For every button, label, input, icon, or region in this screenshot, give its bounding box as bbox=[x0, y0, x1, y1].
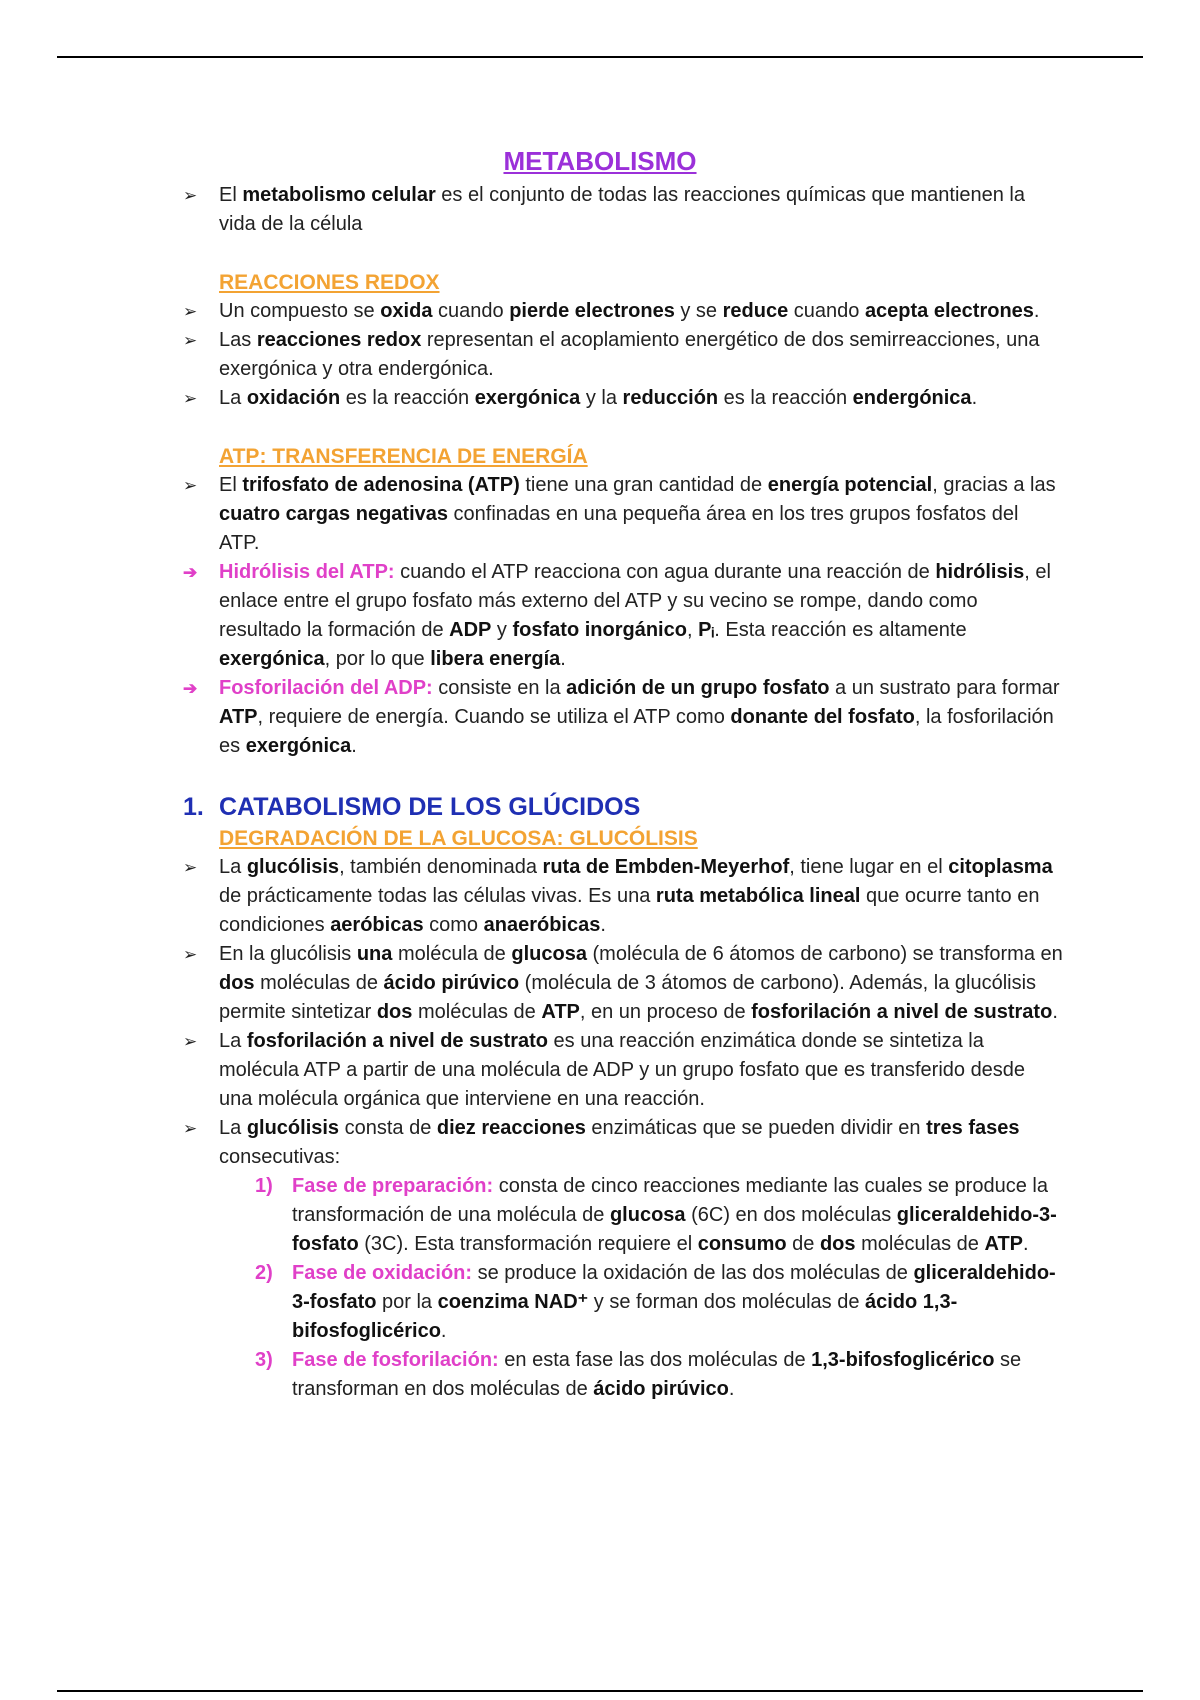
text-run: cuando bbox=[432, 300, 510, 322]
bold-text: fosforilación a nivel de sustrato bbox=[246, 1030, 548, 1052]
bullet-arrowhead-icon: ➢ bbox=[183, 476, 198, 495]
bold-text: 1,3-bifosfoglicérico bbox=[811, 1349, 995, 1371]
text-run: La bbox=[219, 1117, 247, 1139]
text-run: Un compuesto se bbox=[219, 300, 381, 322]
atp-heading: ATP: TRANSFERENCIA DE ENERGÍA bbox=[219, 445, 588, 468]
text-run: (6C) en dos moléculas bbox=[685, 1204, 897, 1226]
bullet-arrowhead-icon: ➢ bbox=[183, 1032, 198, 1051]
redox-heading: REACCIONES REDOX bbox=[219, 271, 440, 294]
text-run: La bbox=[219, 1030, 247, 1052]
phase-item bbox=[183, 1172, 1063, 1259]
atp-bullet-text bbox=[219, 474, 1056, 554]
intro-bullet bbox=[183, 181, 1063, 239]
bottom-rule bbox=[57, 1690, 1143, 1692]
text-run: , bbox=[686, 619, 699, 641]
bold-text: ADP bbox=[449, 619, 492, 641]
text-run: y la bbox=[580, 387, 623, 409]
text-run: , por lo que bbox=[324, 648, 431, 670]
bullet-arrowhead-icon: ➢ bbox=[183, 945, 198, 964]
phase-number: 2) bbox=[255, 1262, 273, 1284]
bold-text: consumo bbox=[697, 1233, 787, 1255]
text-run: es la reacción bbox=[340, 387, 475, 409]
glucolisis-bullet bbox=[183, 940, 1063, 1027]
text-run: como bbox=[423, 914, 484, 936]
bold-text: acepta electrones bbox=[864, 300, 1034, 322]
text-run: La bbox=[219, 856, 247, 878]
text-run: , en un proceso de bbox=[579, 1001, 752, 1023]
bold-text: pierde electrones bbox=[509, 300, 675, 322]
text-run: y se bbox=[674, 300, 723, 322]
text-run: moléculas de bbox=[412, 1001, 542, 1023]
text-run: consta de bbox=[339, 1117, 437, 1139]
text-run: a un sustrato para formar bbox=[829, 677, 1060, 699]
text-run: (molécula de 6 átomos de carbono) se transforma en bbox=[586, 943, 1063, 965]
bold-text: reducción bbox=[622, 387, 719, 409]
text-run: que ocurre tanto en condiciones bbox=[219, 885, 1040, 936]
text-run: , tiene lugar en el bbox=[789, 856, 949, 878]
phase-number: 1) bbox=[255, 1175, 273, 1197]
glucolisis-bullet bbox=[183, 853, 1063, 940]
bullet-arrowhead-icon: ➢ bbox=[183, 389, 198, 408]
bold-text: libera energía bbox=[430, 648, 561, 670]
text-run: . bbox=[971, 387, 978, 409]
text-run: de prácticamente todas las células vivas. Es una bbox=[219, 885, 656, 907]
text-run: , la fosforilación es bbox=[219, 706, 1054, 757]
bold-text: gliceraldehido-3-fosfato bbox=[292, 1204, 1057, 1255]
bold-text: glucosa bbox=[511, 943, 587, 965]
section-number: 1. bbox=[183, 793, 204, 821]
bold-text: oxida bbox=[380, 300, 433, 322]
arrow-right-icon: ➔ bbox=[183, 679, 198, 698]
bold-text: gliceraldehido-3-fosfato bbox=[292, 1262, 1056, 1313]
text-run: En la glucólisis bbox=[219, 943, 357, 965]
text-run: , el enlace entre el grupo fosfato más externo del ATP y su vecino se rompe, dando como resultado la formación de bbox=[219, 561, 1051, 641]
bold-text: cuatro cargas negativas bbox=[219, 503, 448, 525]
text-run: tiene una gran cantidad de bbox=[519, 474, 768, 496]
bold-text: hidrólisis bbox=[935, 561, 1025, 583]
text-run: molécula de bbox=[392, 943, 512, 965]
hidrolisis-text bbox=[219, 561, 1051, 670]
redox-bullet bbox=[183, 384, 1063, 413]
bold-text: citoplasma bbox=[948, 856, 1053, 878]
bold-text: reduce bbox=[722, 300, 789, 322]
phase-text bbox=[292, 1262, 1056, 1342]
bold-text: anaeróbicas bbox=[483, 914, 601, 936]
text-run: . bbox=[440, 1320, 447, 1342]
glucolisis-bullet-text bbox=[219, 943, 1063, 1023]
redox-bullet-text bbox=[219, 387, 977, 409]
text-run: . bbox=[560, 648, 566, 670]
bold-text: oxidación bbox=[246, 387, 341, 409]
text-run: y se forman dos moléculas de bbox=[588, 1291, 865, 1313]
bullet-arrowhead-icon: ➢ bbox=[183, 858, 198, 877]
text-run: cuando bbox=[788, 300, 865, 322]
glucolisis-bullet-text bbox=[219, 856, 1053, 936]
text-run: moléculas de bbox=[254, 972, 384, 994]
glucolisis-bullet bbox=[183, 1027, 1063, 1114]
bold-text: dos bbox=[376, 1001, 413, 1023]
phase-item bbox=[183, 1259, 1063, 1346]
text-run: (3C). Esta transformación requiere el bbox=[358, 1233, 698, 1255]
bold-text: ácido pirúvico bbox=[593, 1378, 729, 1400]
bold-text: dos bbox=[819, 1233, 856, 1255]
text-run: moléculas de bbox=[855, 1233, 985, 1255]
atp-bullet bbox=[183, 471, 1063, 558]
glucolisis-bullet-text bbox=[219, 1117, 1020, 1168]
text-run: . Esta reacción es altamente bbox=[714, 619, 967, 641]
bullet-arrowhead-icon: ➢ bbox=[183, 186, 198, 205]
bold-text: coenzima NAD⁺ bbox=[437, 1291, 589, 1313]
bold-text: ruta de Embden-Meyerhof bbox=[542, 856, 790, 878]
term-label: Fase de oxidación: bbox=[292, 1262, 473, 1284]
bold-text: glucosa bbox=[609, 1204, 686, 1226]
glucolisis-bullet bbox=[183, 1114, 1063, 1172]
bold-text: exergónica bbox=[219, 648, 325, 670]
bold-text: donante del fosfato bbox=[730, 706, 915, 728]
glucolisis-heading: DEGRADACIÓN DE LA GLUCOSA: GLUCÓLISIS bbox=[219, 827, 698, 850]
text-run: es una reacción enzimática donde se sintetiza la molécula ATP a partir de una molécula de ADP y un grupo fosfato que es transferido desde una molécula orgánica que interviene en una reacción. bbox=[219, 1030, 1026, 1110]
phase-item bbox=[183, 1346, 1063, 1404]
top-rule bbox=[57, 56, 1143, 58]
fosforilacion-text bbox=[219, 677, 1060, 757]
bold-text: tres fases bbox=[926, 1117, 1020, 1139]
term-label: Fase de fosforilación: bbox=[292, 1349, 499, 1371]
bold-text: aeróbicas bbox=[330, 914, 424, 936]
bold-text: dos bbox=[219, 972, 255, 994]
text-run: . bbox=[600, 914, 606, 936]
term-label: Hidrólisis del ATP: bbox=[219, 561, 395, 583]
bold-text: glucólisis bbox=[246, 1117, 340, 1139]
bold-text: adición de un grupo fosfato bbox=[566, 677, 830, 699]
bold-text: glucólisis bbox=[246, 856, 340, 878]
bold-text: fosforilación a nivel de sustrato bbox=[751, 1001, 1053, 1023]
text-run: representan el acoplamiento energético de dos semirreacciones, una exergónica y otra endergónica. bbox=[219, 329, 1040, 380]
phase-text bbox=[292, 1175, 1057, 1255]
term-label: Fosforilación del ADP: bbox=[219, 677, 433, 699]
bold-text: energía potencial bbox=[767, 474, 933, 496]
text-run: se produce la oxidación de las dos moléculas de bbox=[472, 1262, 914, 1284]
text-run: , gracias a las bbox=[932, 474, 1056, 496]
text-run: La bbox=[219, 387, 247, 409]
text-run: confinadas en una pequeña área en los tres grupos fosfatos del ATP. bbox=[219, 503, 1019, 554]
bold-text: metabolismo celular bbox=[242, 184, 436, 206]
bold-text: exergónica bbox=[474, 387, 581, 409]
intro-text bbox=[219, 184, 1025, 235]
bold-text: ATP bbox=[984, 1233, 1024, 1255]
redox-bullet-text bbox=[219, 300, 1039, 322]
text-run: , requiere de energía. Cuando se utiliza el ATP como bbox=[257, 706, 731, 728]
text-run: enzimáticas que se pueden dividir en bbox=[585, 1117, 927, 1139]
text-run: (molécula de 3 átomos de carbono). Además, la glucólisis permite sintetizar bbox=[219, 972, 1037, 1023]
catabolismo-heading bbox=[183, 790, 1063, 824]
text-run: es el conjunto de todas las reacciones químicas que mantienen la vida de la célula bbox=[219, 184, 1025, 235]
text-run: cuando el ATP reacciona con agua durante una reacción de bbox=[394, 561, 936, 583]
text-run: . bbox=[728, 1378, 735, 1400]
atp-arrow-item bbox=[183, 558, 1063, 674]
phase-text bbox=[292, 1349, 1021, 1400]
arrow-right-icon: ➔ bbox=[183, 563, 198, 582]
text-run: . bbox=[1023, 1233, 1029, 1255]
text-run: consecutivas: bbox=[219, 1146, 341, 1168]
bold-text: endergónica bbox=[852, 387, 972, 409]
bullet-arrowhead-icon: ➢ bbox=[183, 1119, 198, 1138]
document-body bbox=[183, 181, 1063, 1404]
term-label: Fase de preparación: bbox=[292, 1175, 494, 1197]
text-run: se transforman en dos moléculas de bbox=[292, 1349, 1022, 1400]
bold-text: ATP bbox=[541, 1001, 580, 1023]
bold-text: ATP bbox=[219, 706, 258, 728]
redox-bullet bbox=[183, 326, 1063, 384]
text-run: consiste en la bbox=[432, 677, 567, 699]
bold-text: ruta metabólica lineal bbox=[655, 885, 861, 907]
bold-text: fosfato inorgánico bbox=[512, 619, 687, 641]
bullet-arrowhead-icon: ➢ bbox=[183, 302, 198, 321]
text-run: es la reacción bbox=[718, 387, 853, 409]
bold-text: una bbox=[356, 943, 393, 965]
text-run: , también denominada bbox=[339, 856, 543, 878]
bold-text: exergónica bbox=[245, 735, 352, 757]
glucolisis-bullet-text bbox=[219, 1030, 1025, 1110]
bold-text: reacciones redox bbox=[256, 329, 422, 351]
bold-text: diez reacciones bbox=[436, 1117, 586, 1139]
redox-bullet-text bbox=[219, 329, 1040, 380]
text-run: . bbox=[351, 735, 357, 757]
bold-text: ácido 1,3-bifosfoglicérico bbox=[292, 1291, 958, 1342]
text-run: consta de cinco reacciones mediante las cuales se produce la transformación de una molécula de bbox=[292, 1175, 1048, 1226]
text-run: por la bbox=[376, 1291, 438, 1313]
bold-text: ácido pirúvico bbox=[383, 972, 520, 994]
redox-bullet bbox=[183, 297, 1063, 326]
bullet-arrowhead-icon: ➢ bbox=[183, 331, 198, 350]
page-title: METABOLISMO bbox=[503, 146, 697, 176]
text-run: . bbox=[1052, 1001, 1058, 1023]
catabolismo-heading-text: CATABOLISMO DE LOS GLÚCIDOS bbox=[219, 793, 641, 821]
phase-number: 3) bbox=[255, 1349, 273, 1371]
text-run: El bbox=[219, 184, 243, 206]
text-run: El bbox=[219, 474, 243, 496]
text-run: Las bbox=[219, 329, 257, 351]
text-run: en esta fase las dos moléculas de bbox=[498, 1349, 812, 1371]
bold-text: Pᵢ bbox=[698, 619, 715, 641]
text-run: y bbox=[491, 619, 513, 641]
atp-arrow-item bbox=[183, 674, 1063, 761]
bold-text: trifosfato de adenosina (ATP) bbox=[242, 474, 520, 496]
text-run: . bbox=[1033, 300, 1040, 322]
text-run: de bbox=[786, 1233, 820, 1255]
